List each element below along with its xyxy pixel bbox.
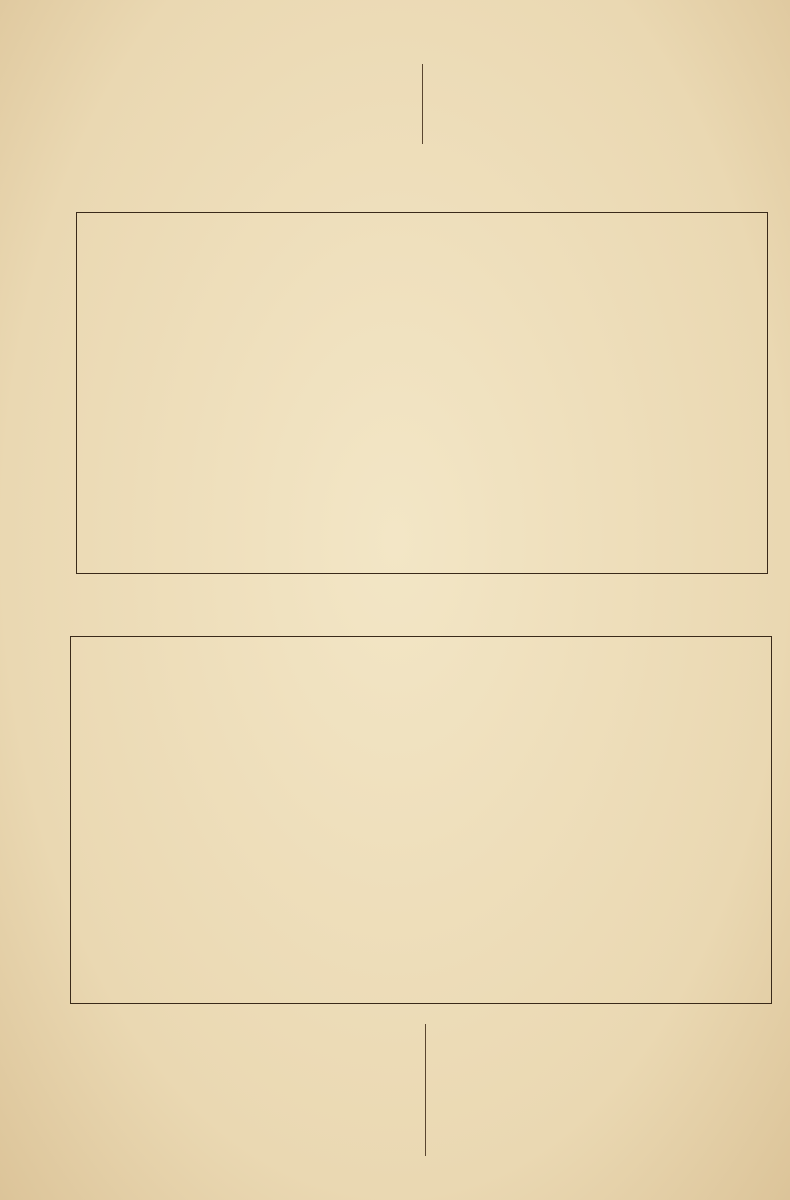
top-combination-diagrams <box>76 212 768 574</box>
page-header <box>125 22 685 58</box>
bottom-combination-diagrams <box>70 636 772 1004</box>
column-rule <box>425 1024 426 1156</box>
column-rule <box>422 64 423 144</box>
